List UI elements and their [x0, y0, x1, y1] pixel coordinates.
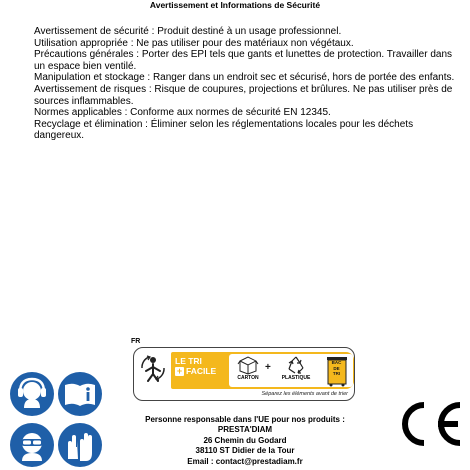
safety-line: Manipulation et stockage : Ranger dans un endroit sec et sécurisé, hors de portée des enfants. — [34, 72, 455, 84]
tri-facile-badge — [171, 352, 354, 389]
bin-label-line: DE — [333, 365, 340, 371]
plastique-item — [279, 355, 313, 387]
safety-information — [34, 26, 464, 142]
page-title: Avertissement et Informations de Sécurité — [149, 0, 321, 10]
recycling-icon — [285, 355, 307, 375]
triman-recycling-label — [133, 347, 355, 401]
responsible-city: 38110 ST Didier de la Tour — [195, 446, 295, 456]
bin-label-line: TRI — [332, 371, 341, 376]
read-manual-icon — [58, 372, 102, 416]
tri-facile-title — [175, 356, 216, 376]
ear-protection-icon — [10, 372, 54, 416]
plastique-label: PLASTIQUE — [281, 375, 311, 381]
triman-country-code: FR — [131, 338, 141, 345]
safety-line: Normes applicables : Conforme aux normes de sécurité EN 12345. — [34, 107, 331, 119]
safety-line: Avertissement de sécurité : Produit destiné à un usage professionnel. — [34, 26, 342, 37]
ce-marking-icon — [392, 399, 464, 449]
triman-footer: Séparez les éléments avant de trier — [261, 391, 348, 397]
carton-label: CARTON — [237, 375, 259, 381]
carton-item — [231, 355, 265, 387]
safety-line: Précautions générales : Porter des EPI tels que gants et lunettes de protection. Travailler dans un espace bien ventilé. — [34, 49, 453, 72]
safety-line: Avertissement de risques : Risque de coupures, projections et brûlures. Ne pas utiliser près de sources inflammables. — [34, 83, 453, 107]
tri-title-line1: LE TRI — [175, 356, 202, 366]
bin-label — [328, 360, 345, 377]
carton-box-icon — [237, 355, 259, 375]
tri-items-panel — [229, 354, 353, 387]
responsible-company: PRESTA'DIAM — [217, 425, 273, 435]
safety-line: Utilisation appropriée : Ne pas utiliser pour des matériaux non végétaux. — [34, 37, 354, 49]
items-plus: + — [265, 362, 271, 373]
sorting-bin — [325, 355, 349, 387]
safety-line: Recyclage et élimination : Éliminer selon les réglementations locales pour les déchets dangereux. — [34, 118, 414, 142]
responsible-street: 26 Chemin du Godard — [203, 435, 287, 445]
responsible-heading: Personne responsable dans l'UE pour nos produits : — [145, 415, 345, 424]
responsible-email: Email : contact@prestadiam.fr — [187, 456, 303, 466]
eu-responsible-person — [110, 415, 380, 467]
triman-icon — [139, 354, 167, 384]
hand-protection-icon — [58, 423, 102, 467]
eye-protection-icon — [10, 423, 54, 467]
tri-title-plus: + — [176, 366, 183, 376]
tri-title-line2: FACILE — [186, 366, 217, 376]
bin-label-line: BAC — [331, 360, 342, 365]
